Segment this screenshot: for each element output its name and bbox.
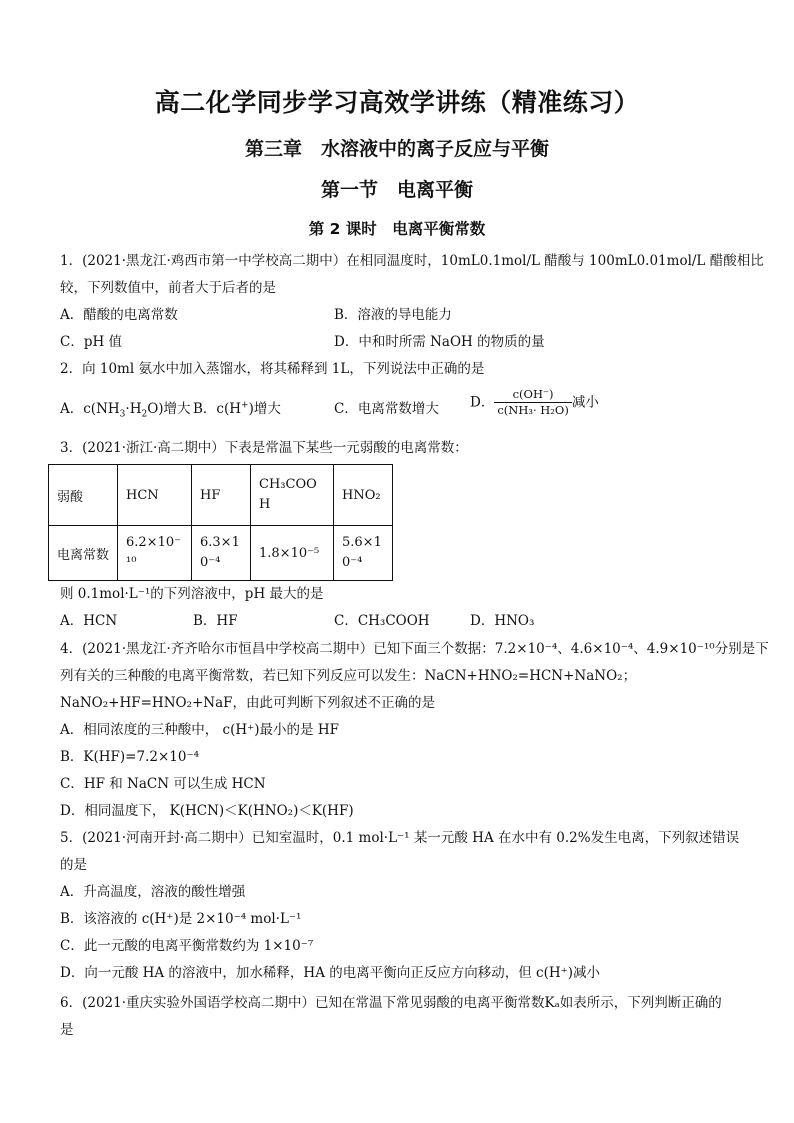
q2-d-post: 减小 <box>571 394 599 411</box>
q2-d-fraction <box>494 387 572 418</box>
q4-stem-line2: 列有关的三种酸的电离平衡常数，若已知下列反应可以发生：NaCN+HNO₂=HCN+NaNO₂； <box>60 668 637 684</box>
q3-option-c: C．CH₃COOH <box>334 613 430 629</box>
q2-b-post: )增大 <box>248 401 281 417</box>
q2-d-denominator: c(NH₃· H₂O) <box>497 403 569 417</box>
q1-stem-line2: 较，下列数值中，前者大于后者的是 <box>60 280 276 296</box>
q4-stem-line1: 4．(2021·黑龙江·齐齐哈尔市恒昌中学校高二期中）已知下面三个数据：7.2×10⁻⁴、4.6×10⁻⁴、4.9×10⁻¹⁰分别是下 <box>60 641 769 657</box>
table-value-hcn: 6.2×10⁻¹⁰ <box>118 526 192 581</box>
table-value-hf: 6.3×10⁻⁴ <box>192 526 251 581</box>
q6-stem-line1: 6．(2021·重庆实验外国语学校高二期中）已知在常温下常见弱酸的电离平衡常数Kₐ如表所示，下列判断正确的 <box>60 995 722 1011</box>
table-header-hf: HF <box>192 465 251 526</box>
q2-a-pre: A．c(NH <box>60 401 120 417</box>
q2-d-pre: D． <box>470 394 495 411</box>
ionization-constant-table <box>48 464 393 581</box>
main-title: 高二化学同步学习高效学讲练（精准练习） <box>154 88 640 117</box>
q5-option-a: A．升高温度，溶液的酸性增强 <box>60 884 246 900</box>
q2-a-sub1: 3 <box>119 409 126 420</box>
q2-option-b <box>193 400 281 418</box>
q3-followup: 则 0.1mol·L⁻¹的下列溶液中，pH 最大的是 <box>60 586 324 602</box>
q2-stem: 2．向 10ml 氨水中加入蒸馏水，将其稀释到 1L，下列说法中正确的是 <box>60 361 485 377</box>
q5-stem-line1: 5．(2021·河南开封·高二期中）已知室温时，0.1 mol·L⁻¹ 某一元酸 HA 在水中有 0.2%发生电离，下列叙述错误 <box>60 830 740 846</box>
lesson-title: 第 2 课时 电离平衡常数 <box>308 220 486 238</box>
q3-option-d: D．HNO₃ <box>470 613 535 629</box>
q1-stem-line1: 1．(2021·黑龙江·鸡西市第一中学校高二期中）在相同温度时，10mL0.1mol/L 醋酸与 100mL0.01mol/L 醋酸相比 <box>60 253 764 269</box>
q2-option-c: C．电离常数增大 <box>334 401 439 417</box>
q5-option-d: D．向一元酸 HA 的溶液中，加水稀释，HA 的电离平衡向正反应方向移动，但 c(H⁺)减小 <box>60 965 601 981</box>
q2-d-numerator: c(OH⁻) <box>494 387 572 403</box>
q3-stem: 3．(2021·浙江·高二期中）下表是常温下某些一元弱酸的电离常数： <box>60 440 468 456</box>
q2-a-mid: ·H <box>125 401 142 417</box>
q6-stem-line2: 是 <box>60 1022 74 1038</box>
q5-stem-line2: 的是 <box>60 857 87 873</box>
q1-option-a: A．醋酸的电离常数 <box>60 307 178 323</box>
q2-option-d <box>470 387 599 418</box>
table-header-ch3cooh: CH₃COOH <box>251 465 334 526</box>
q4-stem-line3: NaNO₂+HF=HNO₂+NaF，由此可判断下列叙述不正确的是 <box>60 695 436 711</box>
table-header-acid: 弱酸 <box>49 465 118 526</box>
table-value-hno2: 5.6×10⁻⁴ <box>334 526 393 581</box>
section-title: 第一节 电离平衡 <box>320 179 473 201</box>
q2-a-sub2: 2 <box>141 409 148 420</box>
q4-option-b: B．K(HF)=7.2×10⁻⁴ <box>60 749 199 765</box>
q2-a-post: O)增大 <box>147 401 191 417</box>
q1-option-b: B．溶液的导电能力 <box>334 307 452 323</box>
q5-option-b: B．该溶液的 c(H⁺)是 2×10⁻⁴ mol·L⁻¹ <box>60 911 302 927</box>
table-row <box>49 526 393 581</box>
q4-option-c: C．HF 和 NaCN 可以生成 HCN <box>60 776 266 792</box>
table-row <box>49 465 393 526</box>
q1-option-d: D．中和时所需 NaOH 的物质的量 <box>334 334 545 350</box>
q5-option-c: C．此一元酸的电离平衡常数约为 1×10⁻⁷ <box>60 938 314 954</box>
table-value-ch3cooh: 1.8×10⁻⁵ <box>251 526 334 581</box>
chapter-title: 第三章 水溶液中的离子反应与平衡 <box>244 138 549 160</box>
q4-option-a: A．相同浓度的三种酸中， c(H⁺)最小的是 HF <box>60 722 339 738</box>
q2-b-sup: + <box>241 400 249 411</box>
table-header-hno2: HNO₂ <box>334 465 393 526</box>
q4-option-d: D．相同温度下， K(HCN)＜K(HNO₂)＜K(HF) <box>60 803 354 819</box>
table-header-hcn: HCN <box>118 465 192 526</box>
q3-option-a: A．HCN <box>60 613 118 629</box>
table-label-constant: 电离常数 <box>49 526 118 581</box>
q2-b-pre: B．c(H <box>193 401 242 417</box>
q1-option-c: C．pH 值 <box>60 334 123 350</box>
q3-option-b: B．HF <box>193 613 238 629</box>
q2-option-a <box>60 400 191 418</box>
